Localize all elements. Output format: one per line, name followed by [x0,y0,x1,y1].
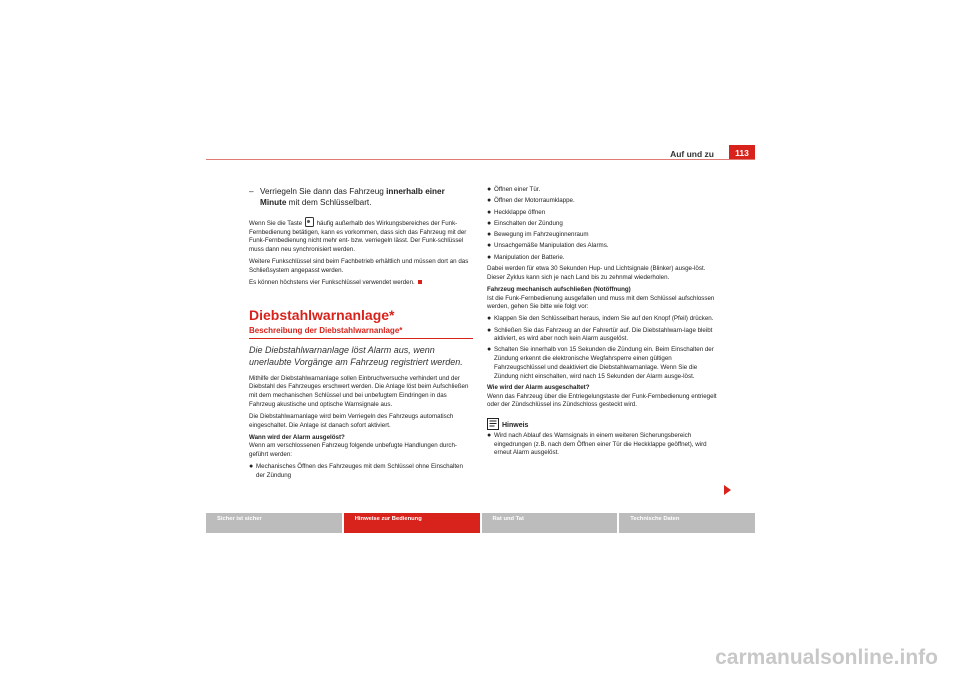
right-column [487,186,719,461]
watermark: carmanualsonline.info [715,646,938,669]
tab-hinweise-zur-bedienung[interactable]: Hinweise zur Bedienung [344,513,480,533]
tab-technische-daten[interactable]: Technische Daten [619,513,755,533]
lead-text: Die Diebstahlwarnanlage löst Alarm aus, wenn unerlaubte Vorgänge am Fahrzeug registriert werden. [249,344,463,367]
hint-label: Hinweis [502,421,529,429]
paragraph-alarm-off: Wenn das Fahrzeug über die Entriegelungstaste der Funk-Fernbedienung entriegelt oder der Zündschlüssel ins Zündschloss gesteckt wird. [487,392,717,409]
dash-text [260,186,473,208]
step-text: Klappen Sie den Schlüsselbart heraus, indem Sie auf den Knopf (Pfeil) drücken. [494,315,714,323]
step-text: Schließen Sie das Fahrzeug an der Fahrertür auf. Die Diebstahlwarn-lage bleibt aktiviert, es wird aber noch kein Alarm ausgelöst. [494,326,713,343]
tab-sicher-ist-sicher[interactable]: Sicher ist sicher [206,513,342,533]
bullet-icon: ● [487,219,492,227]
list-item [487,209,719,218]
list-item-text: Öffnen der Motorraumklappe. [494,197,575,205]
list-item-text: Unsachgemäße Manipulation des Alarms. [494,242,609,250]
paragraph-purpose: Mithilfe der Diebstahlwarnanlage sollen Einbruchversuche verhindert und der Diebstahl des Fahrzeuges erschwert werden. Die Anlage löst beim Aufschließen mit dem mechanischen Schlüssel und bei unbefugtem Eindringen in das Fahrzeug akustische und optische Warnsignale aus. [249,374,469,408]
dash-text-pre: Verriegeln Sie dann das Fahrzeug [260,187,387,196]
step-item [487,315,719,324]
left-column [249,186,473,483]
tab-rat-und-tat[interactable]: Rat und Tat [482,513,618,533]
paragraph-max-keys-text: Es können höchstens vier Funkschlüssel verwendet werden. [249,279,415,286]
bullet-icon: ● [487,208,492,216]
bullet-icon: ● [487,431,492,439]
chapter-title: Auf und zu [670,149,714,159]
paragraph-activation: Die Diebstahlwarnanlage wird beim Verriegeln des Fahrzeugs automatisch eingeschaltet. Die Anlage ist danach sofort aktiviert. [249,412,454,429]
bullet-icon: ● [487,315,492,323]
bullet-icon: ● [487,253,492,261]
dash-list-item [249,186,473,208]
paragraph-signals: Dabei werden für etwa 30 Sekunden Hup- und Lichtsignale (Blinker) ausge-löst. Dieser Zyklus kann sich je nach Land bis zu zehnmal wiederholen. [487,265,706,281]
subheading-alarm-off: Wie wird der Alarm ausgeschaltet? [487,383,590,391]
hint-icon [487,418,499,430]
bullet-icon: ● [487,346,492,354]
subheading-emergency-open: Fahrzeug mechanisch aufschließen (Notöffnung) [487,285,631,293]
paragraph-key-sync [249,217,473,255]
paragraph-max-keys [249,279,473,288]
paragraph-extra-keys: Weitere Funkschlüssel sind beim Fachbetrieb erhältlich und müssen dort an das Schließsystem angepasst werden. [249,258,469,274]
list-item [487,254,719,263]
bullet-icon: ● [487,197,492,205]
bullet-icon: ● [487,186,492,193]
bullet-icon: ● [487,326,492,334]
dash-marker: – [249,187,254,196]
list-item [249,463,473,480]
subheading-when-alarm: Wann wird der Alarm ausgelöst? [249,433,345,441]
list-item [487,186,719,195]
hint-item [487,432,719,458]
paragraph-emergency-intro: Ist die Funk-Fernbedienung ausgefallen und muss mit dem Schlüssel aufschlossen werden, gehen Sie bitte wie folgt vor: [487,294,715,311]
step-text: Schalten Sie innerhalb von 15 Sekunden die Zündung ein. Beim Einschalten der Zündung erkennt die elektronische Wegfahrsperre einen gültigen Fahrzeugschlüssel und deaktiviert die Diebstahlwarnanlage. Wenn Sie die Zündung nicht einschalten, wird nach 15 Sekunden der Alarm ausge-löst. [494,346,714,380]
footer-nav [206,513,755,533]
hint-box [487,418,719,430]
step-item [487,327,719,344]
remote-key-icon [305,217,314,227]
dash-text-post: mit dem Schlüsselbart. [286,198,372,207]
paragraph-key-sync-pre: Wenn Sie die Taste [249,220,303,227]
list-item [487,231,719,240]
list-item-text: Manipulation der Batterie. [494,253,565,261]
list-item [487,197,719,206]
header-divider [206,159,755,160]
list-item-text: Öffnen einer Tür. [494,186,541,193]
paragraph-actions-intro: Wenn am verschlossenen Fahrzeug folgende unbefugte Handlungen durch-geführt werden: [249,442,457,459]
list-item-text: Mechanisches Öffnen des Fahrzeuges mit dem Schlüssel ohne Einschalten der Zündung [256,463,463,479]
hint-text: Wird nach Ablauf des Warnsignals in einem weiteren Sicherungsbereich eingedrungen (z.B. nach dem Öffnen einer Tür die Heckklappe geöffnet), wird erneut Alarm ausgelöst. [494,431,707,457]
list-item-text: Einschalten der Zündung [494,219,563,227]
bullet-icon: ● [249,463,254,471]
section-heading: Diebstahlwarnanlage* [249,306,395,323]
list-item-text: Bewegung im Fahrzeuginnenraum [494,231,589,239]
list-item-text: Heckklappe öffnen [494,208,546,216]
list-item [487,242,719,251]
subsection-heading: Beschreibung der Diebstahlwarnanlage* [249,326,473,339]
continue-arrow-icon [724,485,731,495]
step-item [487,346,719,381]
bullet-icon: ● [487,231,492,239]
paragraph-key-sync-post: häufig außerhalb des Wirkungsbereiches der Funk-Fernbedienung betätigen, kann es vorkommen, dass sich das Fahrzeug mit der Funk-Fernbedienung nicht mehr ent- bzw. verriegeln lässt. Der Funk-schlüssel muss dann neu synchronisiert werden. [249,220,467,254]
section-end-icon [418,280,422,284]
bullet-icon: ● [487,242,492,250]
page-number: 113 [729,145,755,160]
dash-text-bold: innerhalb einer Minute [260,187,445,207]
list-item [487,220,719,229]
